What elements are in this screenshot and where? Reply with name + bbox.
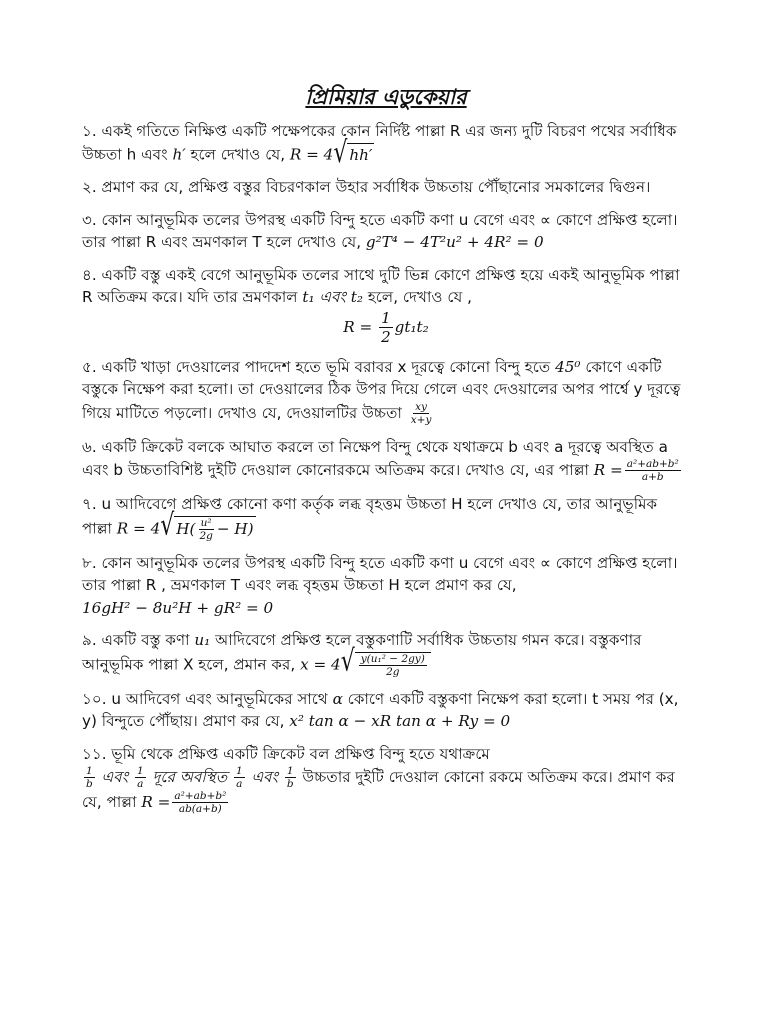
q11-text2: উচ্চতার দুইটি দেওয়াল কোনো রকমে অতিক্রম করে। প্রমাণ কর যে, পাল্লা (82, 768, 675, 811)
q5-text2: কোণে একটি বস্তুকে নিক্ষেপ করা হলো। তা দেওয়ালের ঠিক উপর দিয়ে গেলে এবং দেওয়ালের অপর পার্শ্বে y দূরত্বে গিয়ে মাটিতে পড়লো। দেখাও যে, দেওয়ালটির উচ্চতা (82, 357, 681, 422)
q11-and2: এবং (246, 768, 283, 786)
q11-text: ১১. ভূমি থেকে প্রক্ষিপ্ত একটি ক্রিকেট বল প্রক্ষিপ্ত বিন্দু হতে যথাক্রমে (82, 744, 490, 763)
q9-frac-num: y(u₁² − 2gy) (360, 652, 425, 665)
question-9 (82, 629, 690, 678)
q2-text: ২. প্রমাণ কর যে, প্রক্ষিপ্ত বস্তুর বিচরণকাল উহার সর্বাধিক উচ্চতায় পৌঁছানোর সমকালের দ্বিগুন। (82, 178, 651, 196)
q8-text: ৮. কোন আনুভূমিক তলের উপরস্থ একটি বিন্দু হতে একটি কণা u বেগে এবং ∝ কোণে প্রক্ষিপ্ত হলো। তার পাল্লা R , ভ্রমণকাল T এবং লব্ধ বৃহত্তম উচ্চতা H হলে প্রমাণ কর যে, (82, 553, 678, 594)
q11-frac-main (172, 790, 228, 815)
question-2 (82, 176, 690, 199)
question-3 (82, 209, 690, 254)
q6-text: ৬. একটি ক্রিকেট বলকে আঘাত করলে তা নিক্ষেপ বিন্দু থেকে যথাক্রমে b এবং a দূরত্বে অবস্থিত a এবং b উচ্চতাবিশিষ্ট দুইটি দেওয়াল কোনোরকমে অতিক্রম করে। দেখাও যে, এর পাল্লা (82, 437, 668, 479)
q1-formula-lhs: R = 4 (289, 144, 334, 163)
question-8 (82, 552, 690, 620)
question-5 (82, 356, 690, 426)
q7-rad-pre: H (176, 519, 190, 538)
q9-formula-lhs: x = 4 (300, 655, 341, 673)
q7-frac (197, 517, 214, 542)
q11-f1-num: 1 (86, 765, 93, 777)
q10-text: ১০. u আদিবেগ এবং আনুভূমিকের সাথে (82, 689, 333, 708)
q7-formula-lhs: R = 4 (116, 519, 161, 537)
q11-f2-num: 1 (136, 765, 144, 777)
q4-text2: হলে, দেখাও যে , (363, 288, 472, 306)
document-page (82, 82, 690, 825)
question-4 (82, 264, 690, 346)
q6-frac-num: a²+ab+b² (626, 458, 679, 470)
q11-frac-2 (135, 765, 146, 790)
q4-text: ৪. একটি বস্তু একই বেগে আনুভূমিক তলের সাথে দুটি ভিন্ন কোণে প্রক্ষিপ্ত হয়ে একই আনুভূমিক পাল্লা R অতিক্রম করে। যদি তার ভ্রমণকাল (82, 265, 680, 306)
q5-frac (409, 401, 434, 426)
q7-sqrt: √ H ( $\frac{\text{u²}}{2g}$ − H ) (160, 508, 254, 542)
q11-f3-den: a (236, 778, 243, 790)
q5-frac-num: xy (415, 400, 427, 413)
question-11 (82, 743, 690, 816)
q7-frac-num: u² (200, 516, 212, 529)
q6-frac (625, 458, 681, 483)
question-6 (82, 436, 690, 484)
q11-frac-3 (234, 765, 245, 790)
q11-and1: এবং (96, 768, 133, 786)
q7-rad-post: − H (216, 519, 248, 538)
q11-frac-4 (285, 765, 296, 790)
q1-text: ১. একই গতিতে নিক্ষিপ্ত একটি পক্ষেপকের কোন নির্দিষ্ট পাল্লা R এর জন্য দুটি বিচরণ পথের সর্বাধিক উচ্চতা h এবং (82, 122, 677, 163)
q4-frac-den: 2 (381, 327, 391, 346)
q11-frac-den: ab(a+b) (178, 803, 222, 815)
q5-angle: 45⁰ (555, 357, 581, 376)
q9-text: ৯. একটি বস্তু কণা (82, 631, 195, 649)
q10-alpha: α (332, 689, 343, 708)
q6-frac-den: a+b (641, 471, 664, 483)
q11-f2-den: a (137, 778, 144, 790)
page-title: প্রিমিয়ার এডুকেয়ার (305, 85, 467, 109)
q1-formula-rad: hh′ (347, 143, 374, 167)
q4-frac-num: 1 (381, 308, 391, 327)
q11-frac-1 (84, 765, 95, 790)
question-7 (82, 493, 690, 542)
q11-formula-lhs: R = (141, 793, 171, 811)
q4-formula-rhs: gt₁t₂ (394, 317, 429, 336)
q4-frac (379, 309, 393, 346)
q8-formula: 16gH² − 8u²H + gR² = 0 (82, 598, 274, 617)
q9-u1: u₁ (194, 631, 211, 649)
q9-text2: আদিবেগে প্রক্ষিপ্ত হলে বস্তুকণাটি সর্বাধিক উচ্চতায় গমন করে। বস্তুকণার আনুভূমিক পাল্লা X হলে, প্রমান কর, (82, 631, 642, 673)
q9-sqrt: √ $\frac{\text{y(u₁² − 2gy)}}{2g}$ (341, 652, 431, 678)
q11-frac-num: a²+ab+b² (174, 790, 227, 802)
q3-formula: g²T⁴ − 4T²u² + 4R² = 0 (365, 233, 544, 251)
q11-f4-num: 1 (286, 765, 294, 777)
q11-f1-den: b (86, 778, 93, 790)
q5-frac-den: x+y (410, 413, 432, 426)
q7-frac-den: 2g (199, 529, 213, 542)
q5-text: ৫. একটি খাড়া দেওয়ালের পাদদেশ হতে ভূমি বরাবর x দূরত্বে কোনো বিন্দু হতে (82, 357, 556, 376)
q4-t-terms: t₁ এবং t₂ (302, 288, 363, 306)
q4-formula (82, 309, 690, 346)
question-1 (82, 120, 690, 170)
q1-text2: হলে দেখাও যে, (185, 144, 290, 163)
q7-text: ৭. u আদিবেগে প্রক্ষিপ্ত কোনো কণা কর্তৃক লব্ধ বৃহত্তম উচ্চতা H হলে দেখাও যে, তার আনুভূমিক পাল্লা (82, 495, 658, 537)
q1-sqrt: √ hh′ (333, 135, 373, 170)
q11-dist: দূরে অবস্থিত (147, 768, 232, 786)
q1-hprime: h′ (172, 144, 186, 163)
q11-f3-num: 1 (235, 765, 243, 777)
q11-f4-den: b (286, 778, 294, 790)
q9-frac-den: 2g (386, 665, 400, 678)
q3-text: ৩. কোন আনুভূমিক তলের উপরস্থ একটি বিন্দু হতে একটি কণা u বেগে এবং ∝ কোণে প্রক্ষিপ্ত হলো। তার পাল্লা R এবং ভ্রমণকাল T হলে দেখাও যে, (82, 210, 678, 251)
q4-formula-lhs: R = (343, 317, 373, 336)
q9-frac (359, 653, 427, 678)
q10-formula: x² tan α − xR tan α + Ry = 0 (289, 712, 511, 730)
question-10 (82, 688, 690, 733)
q10-text2: কোণে একটি বস্তুকণা নিক্ষেপ করা হলো। t সময় পর (x, y) বিন্দুতে পৌঁছায়। প্রমাণ কর যে, (82, 689, 679, 730)
q6-formula-lhs: R = (593, 461, 623, 479)
